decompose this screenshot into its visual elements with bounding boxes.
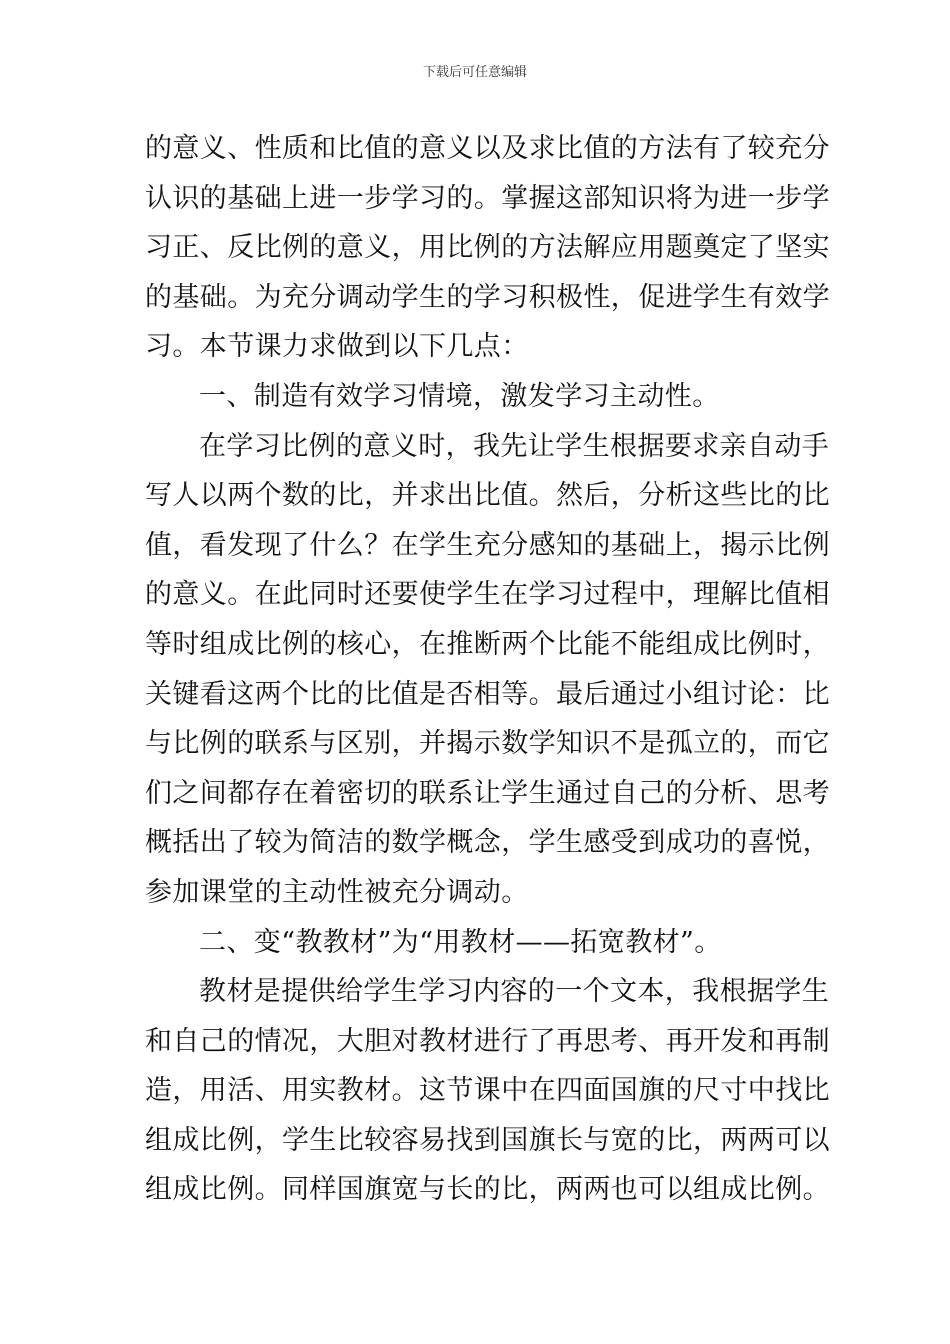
document-body	[145, 124, 830, 1215]
page-header: 下载后可任意编辑	[422, 65, 527, 80]
text-line: 的基础。为充分调动学生的学习积极性，促进学生有效学	[145, 281, 830, 313]
paragraph	[145, 967, 830, 1215]
text-line: 组成比例。同样国旗宽与长的比，两两也可以组成比例。	[145, 1174, 830, 1206]
text-line: 教材是提供给学生学习内容的一个文本，我根据学生	[199, 976, 830, 1008]
text-line: 值，看发现了什么？在学生充分感知的基础上，揭示比例	[145, 529, 830, 561]
text-line: 参加课堂的主动性被充分调动。	[145, 876, 529, 908]
text-line: 和自己的情况，大胆对教材进行了再思考、再开发和再制	[145, 1025, 830, 1057]
text-line: 习正、反比例的意义，用比例的方法解应用题奠定了坚实	[145, 232, 830, 264]
text-line: 与比例的联系与区别，并揭示数学知识不是孤立的，而它	[145, 728, 830, 760]
text-line: 们之间都存在着密切的联系让学生通过自己的分析、思考	[145, 777, 830, 809]
text-line: 关键看这两个比的比值是否相等。最后通过小组讨论：比	[145, 678, 830, 710]
section-heading-2	[145, 918, 807, 968]
text-line: 认识的基础上进一步学习的。掌握这部知识将为进一步学	[145, 182, 830, 214]
text-line: 概括出了较为简洁的数学概念，学生感受到成功的喜悦，	[145, 827, 830, 859]
text-line: 等时组成比例的核心，在推断两个比能不能组成比例时，	[145, 628, 830, 660]
paragraph	[145, 124, 830, 372]
text-line: 的意义、性质和比值的意义以及求比值的方法有了较充分	[145, 133, 830, 164]
text-line: 组成比例，学生比较容易找到国旗长与宽的比，两两可以	[145, 1124, 830, 1156]
paragraph	[145, 422, 830, 918]
text-line: 在学习比例的意义时，我先让学生根据要求亲自动手	[199, 430, 830, 462]
text-line: 的意义。在此同时还要使学生在学习过程中，理解比值相	[145, 579, 830, 611]
text-line: 一、制造有效学习情境，激发学习主动性。	[199, 380, 720, 412]
text-line: 造，用活、用实教材。这节课中在四面国旗的尺寸中找比	[145, 1075, 830, 1107]
section-heading-1	[145, 372, 807, 422]
text-line: 写人以两个数的比，并求出比值。然后，分析这些比的比	[145, 480, 830, 512]
text-line: 二、变“教教材”为“用教材——拓宽教材”。	[199, 926, 722, 958]
text-line: 习。本节课力求做到以下几点：	[145, 331, 529, 363]
